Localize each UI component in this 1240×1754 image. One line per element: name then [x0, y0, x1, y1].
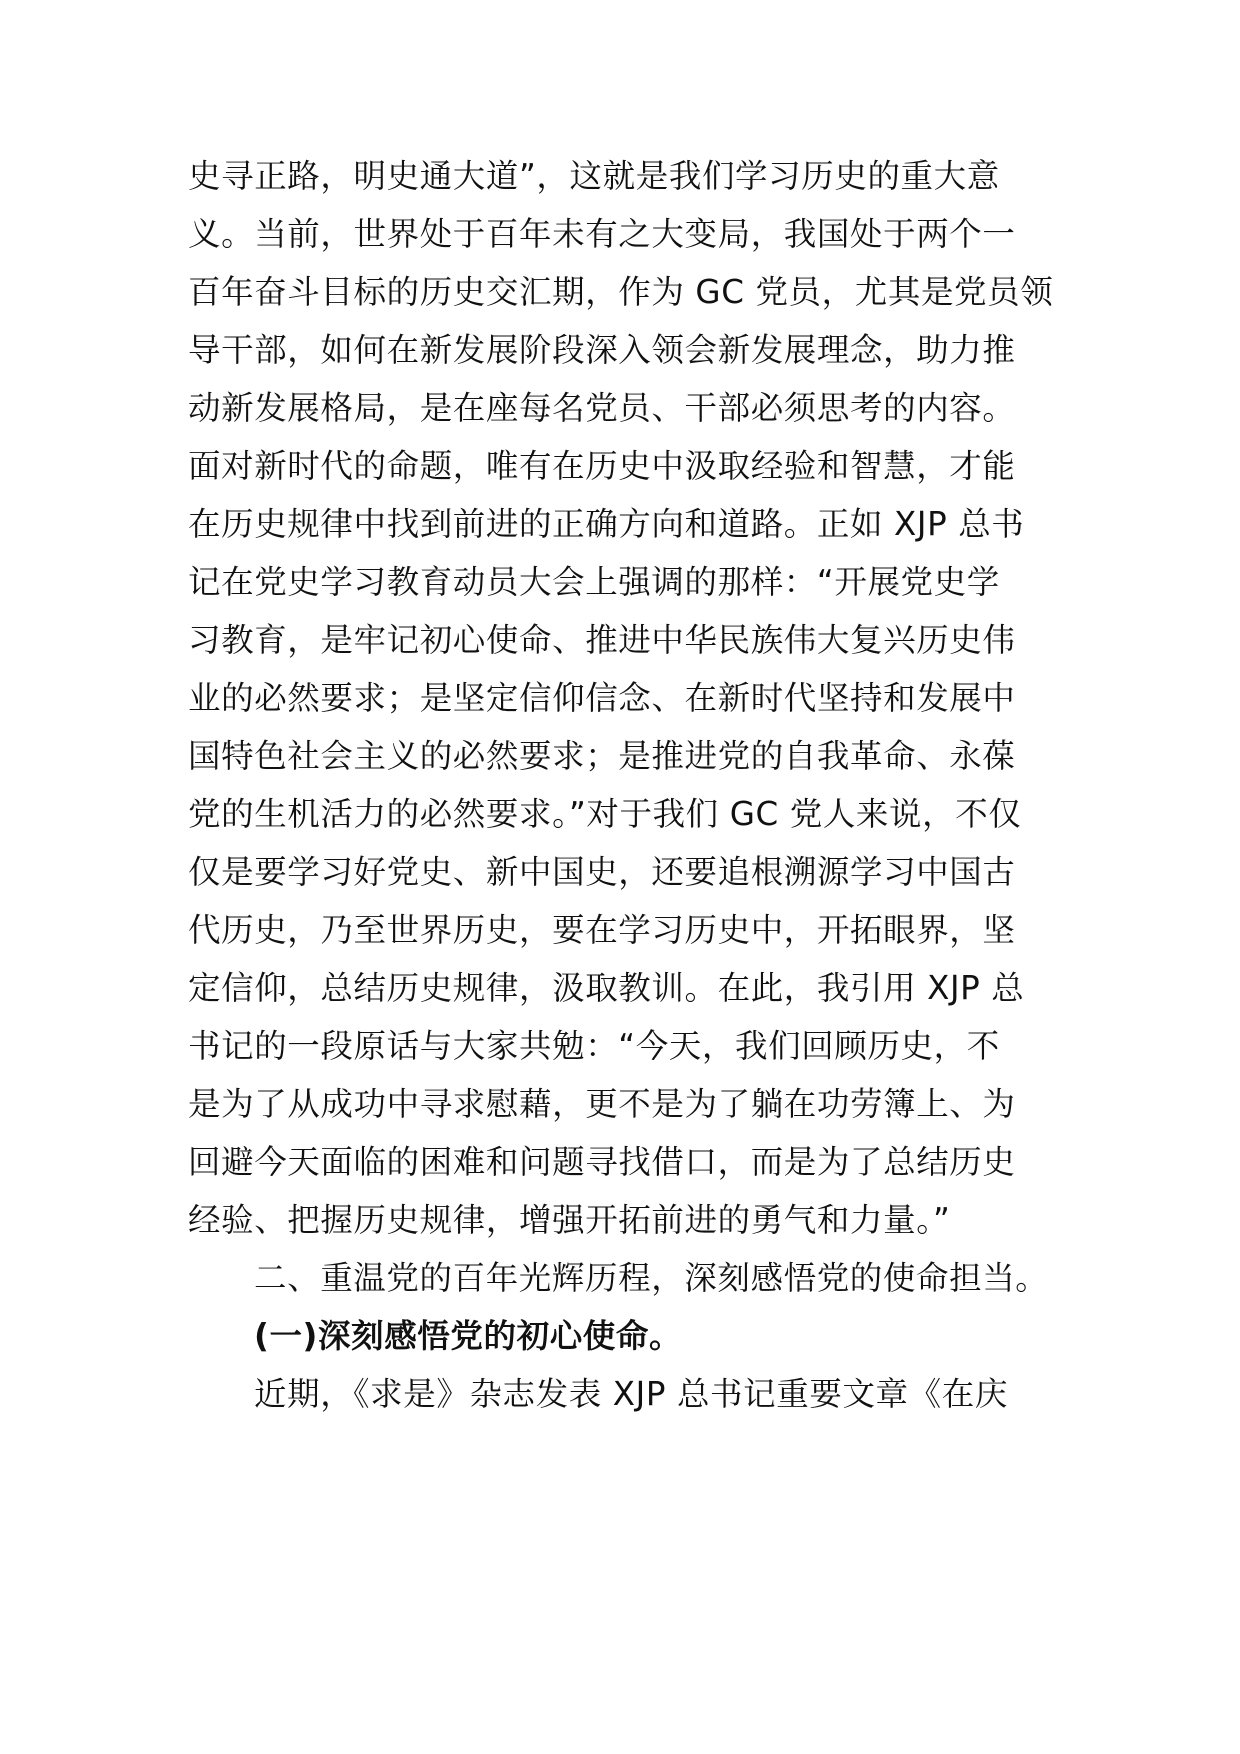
section-heading: 二、重温党的百年光辉历程，深刻感悟党的使命担当。: [254, 1259, 1049, 1297]
body-text-line: 在历史规律中找到前进的正确方向和道路。正如 XJP 总书: [188, 505, 1025, 543]
body-text-line: 国特色社会主义的必然要求；是推进党的自我革命、永葆: [188, 737, 1016, 775]
body-text-line: 义。当前，世界处于百年未有之大变局，我国处于两个一: [188, 215, 1016, 253]
body-text-line: 百年奋斗目标的历史交汇期，作为 GC 党员，尤其是党员领: [188, 273, 1054, 311]
body-text-line: 导干部，如何在新发展阶段深入领会新发展理念，助力推: [188, 331, 1016, 369]
body-text-line: 定信仰，总结历史规律，汲取教训。在此，我引用 XJP 总: [188, 969, 1025, 1007]
body-text-line: 书记的一段原话与大家共勉：“今天，我们回顾历史，不: [188, 1027, 1000, 1065]
body-text-line: 面对新时代的命题，唯有在历史中汲取经验和智慧，才能: [188, 447, 1016, 485]
body-text-line: 代历史，乃至世界历史，要在学习历史中，开拓眼界，坚: [188, 911, 1016, 949]
body-text-line: 经验、把握历史规律，增强开拓前进的勇气和力量。”: [188, 1201, 951, 1239]
body-text-line: 业的必然要求；是坚定信仰信念、在新时代坚持和发展中: [188, 679, 1016, 717]
subsection-heading: (一)深刻感悟党的初心使命。: [254, 1317, 683, 1355]
body-text-line: 仅是要学习好党史、新中国史，还要追根溯源学习中国古: [188, 853, 1016, 891]
body-text-line: 党的生机活力的必然要求。”对于我们 GC 党人来说，不仅: [188, 795, 1022, 833]
body-text-line: 是为了从成功中寻求慰藉，更不是为了躺在功劳簿上、为: [188, 1085, 1016, 1123]
body-text-line: 史寻正路，明史通大道”，这就是我们学习历史的重大意: [188, 157, 1000, 195]
body-text-line: 记在党史学习教育动员大会上强调的那样：“开展党史学: [188, 563, 1000, 601]
body-text-line: 回避今天面临的困难和问题寻找借口，而是为了总结历史: [188, 1143, 1016, 1181]
body-text-line: 近期，《求是》杂志发表 XJP 总书记重要文章《在庆: [254, 1375, 1008, 1413]
body-text-line: 习教育，是牢记初心使命、推进中华民族伟大复兴历史伟: [188, 621, 1016, 659]
body-text-line: 动新发展格局，是在座每名党员、干部必须思考的内容。: [188, 389, 1016, 427]
